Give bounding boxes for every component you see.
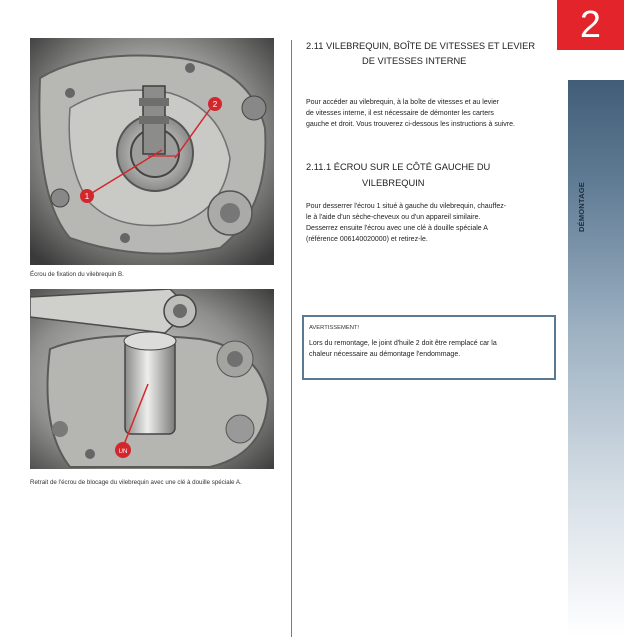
engine-case-illustration [30,38,274,265]
section-2-11-title-line1: 2.11 VILEBREQUIN, BOÎTE DE VITESSES ET LEVIER [306,41,536,51]
body-line: (référence 006140020000) et retirez-le. [306,236,428,243]
photo-crankshaft-nut [30,38,274,265]
sidebar-label: DÉMONTAGE [577,182,586,232]
warning-line: Lors du remontage, le joint d'huile 2 doit être remplacé car la [309,340,497,347]
callout-label-1: 1 [84,192,90,201]
callout-label-2: 2 [212,100,218,109]
body-line: de vitesses interne, il est nécessaire de démonter les carters [306,110,494,117]
warning-line: chaleur nécessaire au démontage l'endommage. [309,351,461,358]
wrench-illustration [30,289,274,469]
chapter-number-tab: 2 [557,0,624,50]
callout-label-a: UN [118,449,128,455]
warning-title: AVERTISSEMENT! [309,325,360,331]
body-line: Pour accéder au vilebrequin, à la boîte de vitesses et au levier [306,99,500,106]
column-divider [291,40,292,637]
warning-box [302,315,556,380]
section-2-11-1-title-line2: VILEBREQUIN [362,178,425,188]
body-line: gauche et droit. Vous trouverez ci-dessous les instructions à suivre. [306,121,515,128]
figure1-caption: Écrou de fixation du vilebrequin B. [30,271,124,278]
body-line: Desserrez ensuite l'écrou avec une clé à douille spéciale A [306,225,488,232]
chapter-sidebar [568,80,624,637]
section-2-11-title-line2: DE VITESSES INTERNE [362,56,467,66]
photo-socket-wrench [30,289,274,469]
section-2-11-1-title-line1: 2.11.1 ÉCROU SUR LE CÔTÉ GAUCHE DU [306,162,491,172]
body-line: Pour desserrer l'écrou 1 situé à gauche du vilebrequin, chauffez- [306,203,507,210]
section-2-11-1-body [306,201,506,245]
figure2-caption: Retrait de l'écrou de blocage du vilebrequin avec une clé à douille spéciale A. [30,479,242,486]
body-line: le à l'aide d'un sèche-cheveux ou d'un appareil similaire. [306,214,481,221]
section-2-11-body [306,97,515,130]
warning-body [309,338,497,360]
